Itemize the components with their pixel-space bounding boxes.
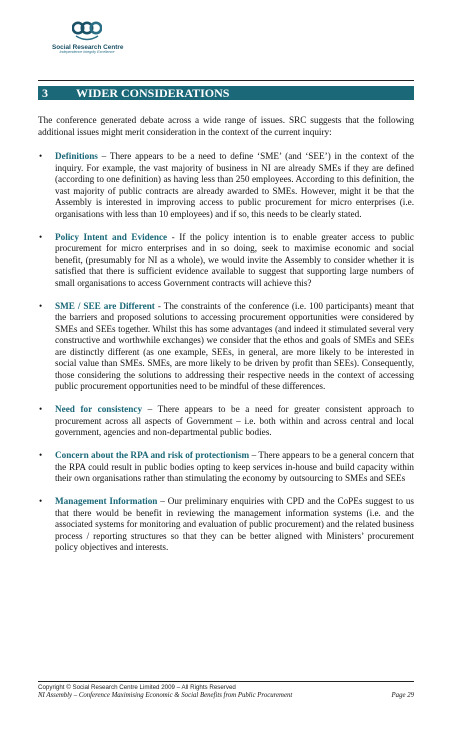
item-term: Need for consistency	[55, 404, 143, 414]
logo-tagline: Independence Integrity Excellence	[59, 50, 115, 55]
footer-title-text: NI Assembly – Conference Maximising Economic & Social Benefits from Public Procurement	[38, 692, 293, 699]
section-title: WIDER CONSIDERATIONS	[76, 86, 230, 100]
footer-rule	[38, 681, 414, 682]
bullet-icon: •	[39, 151, 43, 161]
item-term: Definitions	[55, 151, 98, 161]
item-term: Policy Intent and Evidence	[55, 231, 168, 242]
item-term: SME / SEE are Different	[55, 300, 155, 311]
section-number: 3	[42, 86, 48, 100]
item-text: – There appears to be a need to define ‘SME’ (and ‘SEE’) in the context of the inquiry. For example, the vast majority of business in NI are already SMEs if they are defined (according to one definition) as having less than 250 employees. According to this definition, the vast majority of public contracts are already awarded to SMEs. However, might it be that the Assembly is interested in improving access to public procurement for micro enterprises (i.e. organisations with less than 10 employees) and if so, this needs to be clearly stated.	[55, 151, 414, 219]
list-item	[38, 151, 414, 220]
footer-document-title	[38, 692, 414, 699]
item-text: - If the policy intention is to enable greater access to public procurement for micro enterprises and in so doing, seek to maximise economic and social benefit, (presumably for NI as a whole), we would invite the Assembly to consider whether it is satisfied that there is sufficient evidence available to suggest that supporting large numbers of small organisations to access Government contracts will achieve this?	[55, 231, 414, 288]
header-rule	[38, 80, 414, 81]
section-heading	[38, 86, 414, 100]
list-item	[38, 232, 414, 290]
bullet-icon: •	[39, 300, 43, 311]
footer-copyright: Copyright © Social Research Centre Limited 2009 – All Rights Reserved	[38, 684, 236, 691]
item-text: - The constraints of the conference (i.e. 100 participants) meant that the barriers and proposed solutions to accessing procurement opportunities were considered by SMEs and SEEs together. Whilst this has some advantages (and indeed it stimulated several very constructive and worthwhile exchanges) we consider that the ethos and goals of SMEs and SEEs are distinctly different (as one example, SEEs, in general, are more likely to be interested in social value than SMEs. SMEs, are more likely to be driven by profit than SEEs). Consequently, those considering the solutions to addressing their respective needs in the context of accessing public procurement opportunities need to be mindful of these differences.	[55, 300, 414, 391]
bullet-icon: •	[39, 231, 43, 242]
considerations-list	[38, 151, 414, 554]
list-item	[38, 450, 414, 485]
intro-paragraph: The conference generated debate across a wide range of issues. SRC suggests that the following additional issues might merit consideration in the context of the current inquiry:	[38, 115, 414, 137]
list-item	[38, 301, 414, 393]
item-text: – There appears to be a need for greater consistent approach to procurement across all aspects of Government – i.e. both within and across central and local government, agencies and non-departmental public bodies.	[55, 404, 414, 437]
item-text: – There appears to be a general concern that the RPA could result in public bodies opting to keep services in-house and build capacity within their own organisations rather than stimulating the economy by outsourcing to SMEs and SEEs	[55, 450, 415, 483]
src-logo	[52, 20, 122, 64]
bullet-icon: •	[39, 450, 43, 460]
item-term: Management Information	[55, 496, 158, 506]
page-number: Page 29	[391, 692, 414, 699]
logo-name: Social Research Centre	[52, 44, 124, 51]
src-logo-icon	[72, 20, 102, 42]
bullet-icon: •	[39, 404, 43, 414]
list-item	[38, 496, 414, 554]
list-item	[38, 404, 414, 439]
bullet-icon: •	[39, 496, 43, 506]
item-text: – Our preliminary enquiries with CPD and the CoPEs suggest to us that there would be benefit in reviewing the management information systems (i.e. and the associated systems for monitoring and evaluation of public procurement) and the related business process / reporting structures so that they can be better aligned with Ministers’ procurement policy objectives and interests.	[55, 496, 414, 552]
item-term: Concern about the RPA and risk of protectionism	[55, 450, 250, 460]
